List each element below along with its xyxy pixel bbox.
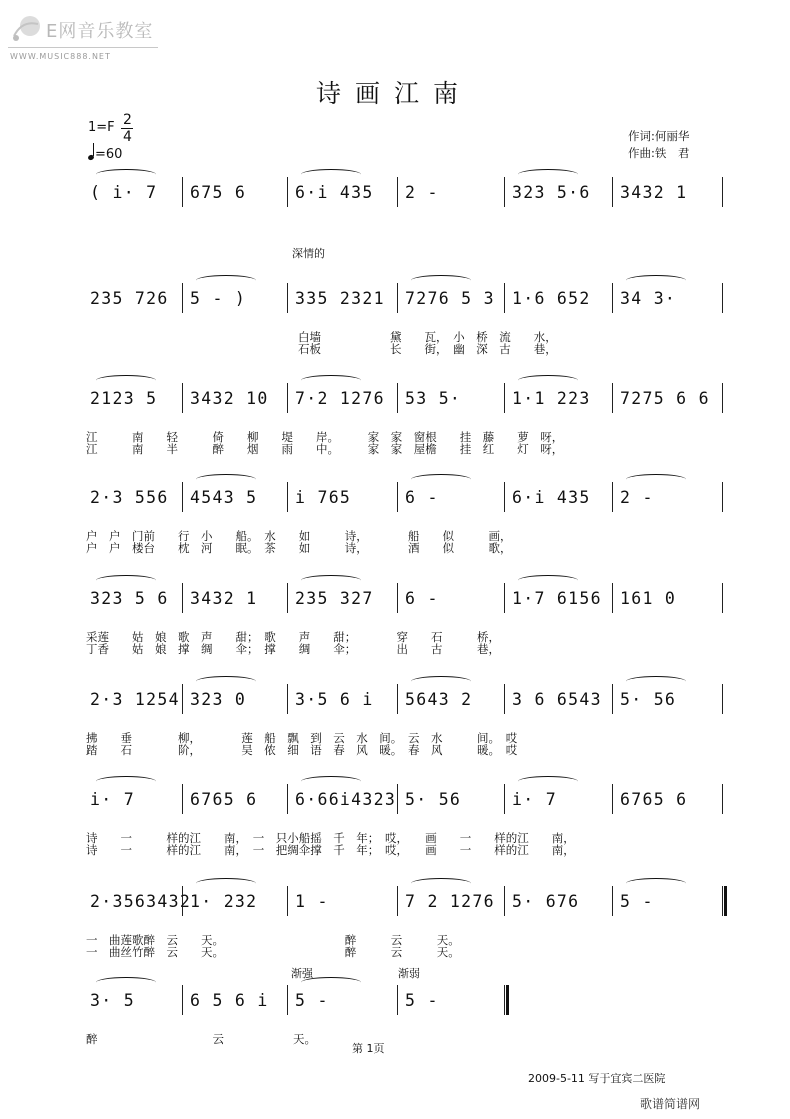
barline <box>722 482 723 512</box>
measure: 1·6 652 <box>512 289 591 308</box>
barline <box>612 886 613 916</box>
measure: 53 5· <box>405 389 462 408</box>
slur-arc <box>518 375 578 386</box>
barline <box>722 177 723 207</box>
time-signature-top: 2 <box>123 112 132 128</box>
lyric-line: 一 曲莲歌醉 云 天。 醉 云 天。 <box>86 933 460 947</box>
measure: 2·3 1254 <box>90 690 180 709</box>
measure: 1 - <box>295 892 329 911</box>
barline <box>287 784 288 814</box>
lyric-line: 踏 石 阶， 吴 侬 细 语 春 风 暖。 春 风 暖。 哎 <box>86 743 518 757</box>
song-title: 诗画江南 <box>316 79 473 108</box>
measure: 161 0 <box>620 589 677 608</box>
barline <box>722 784 723 814</box>
lyricist-credit: 作词:何丽华 <box>628 129 690 143</box>
barline <box>504 383 505 413</box>
measure: 6 - <box>405 488 439 507</box>
lyric-line: 一 曲丝竹醉 云 天。 醉 云 天。 <box>86 945 460 959</box>
measure: 1·1 223 <box>512 389 591 408</box>
measure: 6 5 6 i <box>190 991 269 1010</box>
barline <box>504 283 505 313</box>
composer-credit: 作曲:铁 君 <box>628 146 690 160</box>
barline <box>504 985 505 1015</box>
slur-arc <box>301 575 361 586</box>
slur-arc <box>626 676 686 687</box>
lyric-line: 采莲 姑 娘 歌 声 甜； 歌 声 甜； 穿 石 桥， <box>86 630 500 644</box>
measure: 323 5 6 <box>90 589 169 608</box>
lyric-line: 拂 垂 柳， 莲 船 飘 到 云 水 间。 云 水 间。 哎 <box>86 731 518 745</box>
slur-arc <box>96 575 156 586</box>
measure: 4543 5 <box>190 488 258 507</box>
barline <box>612 482 613 512</box>
barline <box>612 383 613 413</box>
measure: 3 6 6543 <box>512 690 602 709</box>
slur-arc <box>626 275 686 286</box>
barline <box>287 985 288 1015</box>
key-signature: 1=F <box>88 120 115 135</box>
measure: ( i· 7 <box>90 183 158 202</box>
barline <box>287 177 288 207</box>
slur-arc <box>196 275 256 286</box>
barline <box>397 583 398 613</box>
measure: 7·2 1276 <box>295 389 385 408</box>
measure: 5 - <box>405 991 439 1010</box>
page-number: 第 1页 <box>352 1042 385 1055</box>
barline <box>287 283 288 313</box>
measure: 5 - <box>620 892 654 911</box>
lyric-line: 户 户 门前 行 小 船。 水 如 诗， 船 似 画， <box>86 529 512 543</box>
barline <box>722 283 723 313</box>
barline <box>722 383 723 413</box>
barline <box>287 886 288 916</box>
slur-arc <box>518 776 578 787</box>
measure: 2 - <box>405 183 439 202</box>
barline <box>397 383 398 413</box>
dynamics-marking: 渐弱 <box>398 967 420 980</box>
slur-arc <box>96 375 156 386</box>
measure: 7275 6 6 <box>620 389 710 408</box>
barline <box>504 177 505 207</box>
measure: 323 5·6 <box>512 183 591 202</box>
measure: 5 - <box>295 991 329 1010</box>
measure: 1·7 6156 <box>512 589 602 608</box>
quarter-note-stem <box>93 143 94 156</box>
slur-arc <box>411 878 471 889</box>
measure: 3· 5 <box>90 991 135 1010</box>
measure: 235 327 <box>295 589 374 608</box>
measure: 7 2 1276 <box>405 892 495 911</box>
slur-arc <box>196 676 256 687</box>
barline <box>612 684 613 714</box>
watermark-divider <box>8 47 158 48</box>
expression-marking: 深情的 <box>292 247 325 260</box>
barline <box>722 886 723 916</box>
time-signature-bottom: 4 <box>123 129 132 145</box>
repeat-end-barline <box>724 886 727 916</box>
barline <box>722 583 723 613</box>
measure: 3432 1 <box>620 183 688 202</box>
slur-arc <box>411 676 471 687</box>
barline <box>504 784 505 814</box>
barline <box>182 383 183 413</box>
measure: 6·i 435 <box>295 183 374 202</box>
measure: 3432 1 <box>190 589 258 608</box>
measure: 5· 676 <box>512 892 580 911</box>
lyric-line: 诗 一 样的江 南， 一 只小船摇 千 年； 哎， 画 一 样的江 南， <box>86 831 575 845</box>
measure: 5· 56 <box>405 790 462 809</box>
barline <box>182 985 183 1015</box>
slur-arc <box>518 575 578 586</box>
score-row <box>86 684 726 757</box>
score-row <box>86 886 726 959</box>
barline <box>504 583 505 613</box>
measure: 6765 6 <box>190 790 258 809</box>
score-row <box>86 482 726 555</box>
barline <box>397 886 398 916</box>
barline <box>504 886 505 916</box>
lyric-line: 诗 一 样的江 南， 一 把绸伞撑 千 年； 哎， 画 一 样的江 南， <box>86 843 575 857</box>
slur-arc <box>411 474 471 485</box>
barline <box>504 482 505 512</box>
slur-arc <box>626 474 686 485</box>
barline <box>397 784 398 814</box>
measure: i· 7 <box>90 790 135 809</box>
slur-arc <box>518 169 578 180</box>
barline <box>182 177 183 207</box>
measure: 7276 5 3 <box>405 289 495 308</box>
barline <box>397 177 398 207</box>
barline <box>182 583 183 613</box>
barline <box>397 283 398 313</box>
score-row <box>86 784 726 857</box>
measure: 675 6 <box>190 183 247 202</box>
date-note: 2009-5-11 写于宜宾二医院 <box>528 1072 666 1085</box>
slur-arc <box>196 878 256 889</box>
score-row <box>86 967 726 1046</box>
lyric-line: 江 南 轻 倚 柳 堤 岸。 家 家 窗根 挂 藤 萝 呀， <box>86 430 564 444</box>
barline <box>287 583 288 613</box>
measure: 3·5 6 i <box>295 690 374 709</box>
measure: 5 - ) <box>190 289 247 308</box>
barline <box>287 684 288 714</box>
lyric-line: 江 南 半 醉 烟 雨 中。 家 家 屋檐 挂 红 灯 呀， <box>86 442 564 456</box>
measure: 323 0 <box>190 690 247 709</box>
barline <box>182 482 183 512</box>
barline <box>287 482 288 512</box>
score-row <box>86 177 726 207</box>
score-row <box>86 583 726 656</box>
tempo-value: =60 <box>95 147 123 162</box>
measure: 6·66i4323 <box>295 790 397 809</box>
score-row <box>86 283 726 356</box>
slur-arc <box>196 474 256 485</box>
lyric-line: 石板 长 街， 幽 深 古 巷， <box>298 342 557 356</box>
footer-site-name: 歌谱简谱网 <box>640 1097 701 1111</box>
barline <box>722 684 723 714</box>
score-row <box>86 383 726 456</box>
watermark-url: WWW.MUSIC888.NET <box>10 52 111 61</box>
barline <box>397 985 398 1015</box>
measure: 34 3· <box>620 289 677 308</box>
barline <box>612 283 613 313</box>
lyric-line: 户 户 楼台 枕 河 眠。 茶 如 诗， 酒 似 歌， <box>86 541 512 555</box>
lyric-line: 白墙 黛 瓦， 小 桥 流 水， <box>298 330 557 344</box>
slur-arc <box>96 977 156 988</box>
tempo-mark <box>88 145 122 162</box>
measure: 6 - <box>405 589 439 608</box>
slur-arc <box>626 878 686 889</box>
lyric-line: 丁香 姑 娘 撑 绸 伞； 撑 绸 伞； 出 古 巷， <box>86 642 500 656</box>
slur-arc <box>411 275 471 286</box>
barline <box>182 784 183 814</box>
slur-arc <box>301 375 361 386</box>
barline <box>397 684 398 714</box>
measure: 2·3 556 <box>90 488 169 507</box>
barline <box>612 583 613 613</box>
measure: i· 7 <box>512 790 557 809</box>
measure: 1· 232 <box>190 892 258 911</box>
slur-arc <box>301 169 361 180</box>
measure: 2123 5 <box>90 389 158 408</box>
final-barline <box>506 985 509 1015</box>
measure: i 765 <box>295 488 352 507</box>
measure: 2·3563432 <box>90 892 192 911</box>
measure: 2 - <box>620 488 654 507</box>
measure: 6·i 435 <box>512 488 591 507</box>
slur-arc <box>96 776 156 787</box>
barline <box>182 684 183 714</box>
barline <box>397 482 398 512</box>
dynamics-marking: 渐强 <box>291 967 313 980</box>
barline <box>182 283 183 313</box>
watermark-site-name: E网音乐教室 <box>46 21 154 42</box>
lyric-line: 醉 云 天。 <box>86 1032 316 1046</box>
measure: 6765 6 <box>620 790 688 809</box>
barline <box>287 383 288 413</box>
measure: 3432 10 <box>190 389 269 408</box>
slur-arc <box>301 776 361 787</box>
measure: 5643 2 <box>405 690 473 709</box>
music-note-logo-icon <box>8 14 42 44</box>
measure: 335 2321 <box>295 289 385 308</box>
measure: 235 726 <box>90 289 169 308</box>
barline <box>612 177 613 207</box>
barline <box>504 684 505 714</box>
barline <box>612 784 613 814</box>
measure: 5· 56 <box>620 690 677 709</box>
slur-arc <box>96 169 156 180</box>
